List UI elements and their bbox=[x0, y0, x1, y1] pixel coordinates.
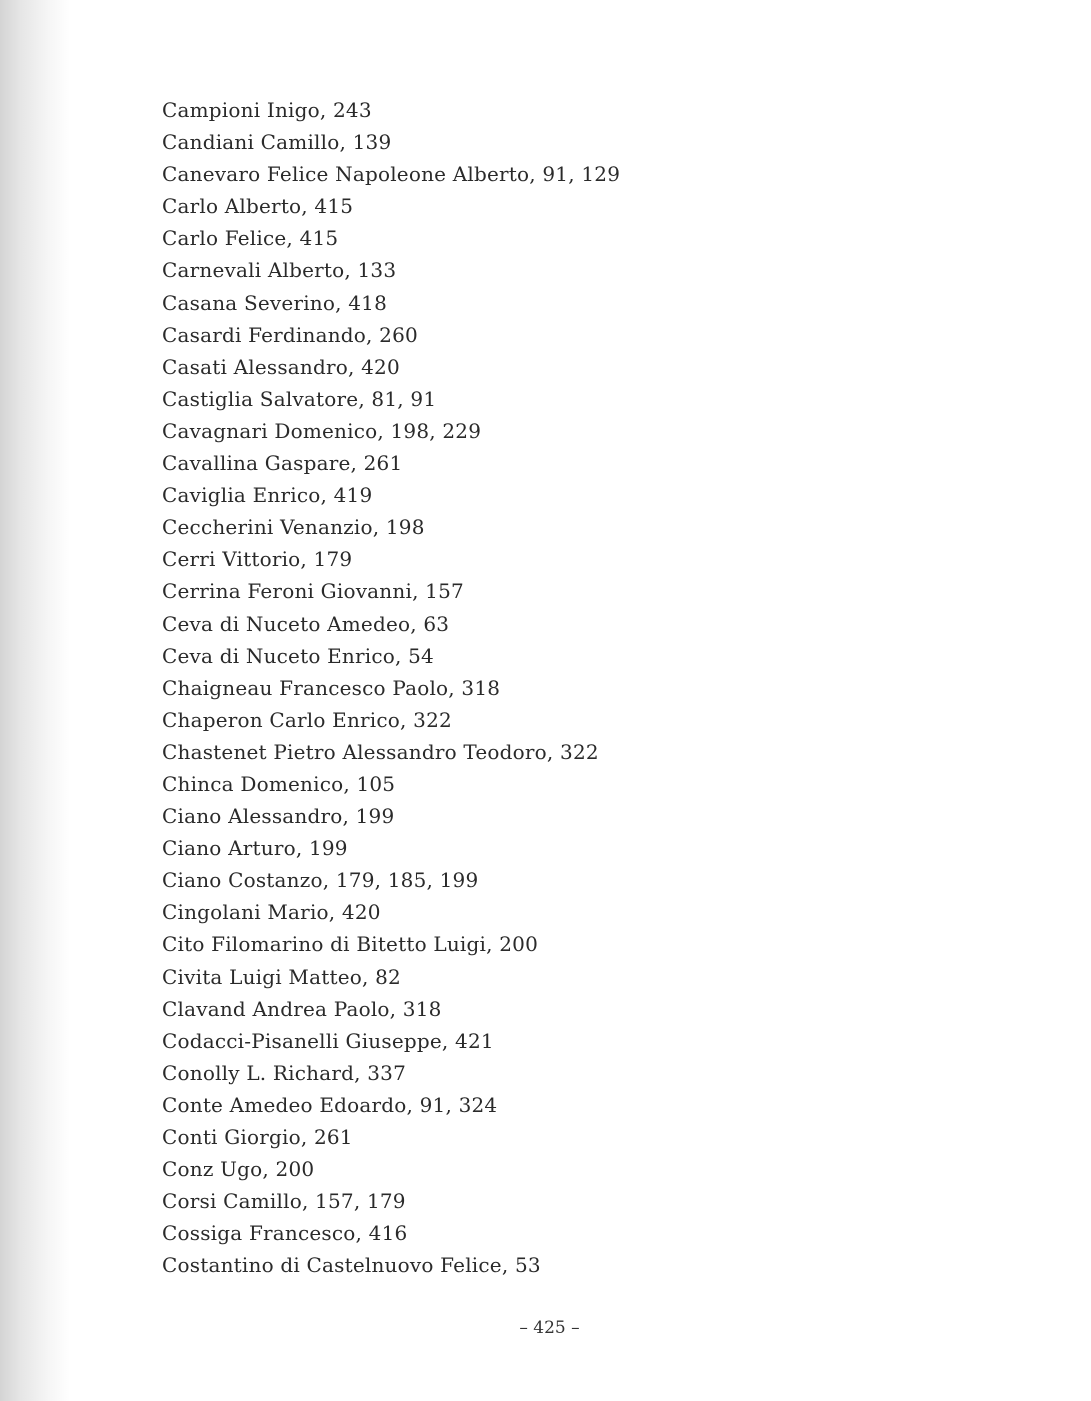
index-entry: Conte Amedeo Edoardo, 91, 324 bbox=[162, 1092, 498, 1117]
index-entry: Casana Severino, 418 bbox=[162, 290, 388, 315]
index-entry: Codacci-Pisanelli Giuseppe, 421 bbox=[162, 1028, 494, 1053]
page-number-text: – 425 – bbox=[519, 1318, 580, 1338]
index-entry: Ciano Alessandro, 199 bbox=[162, 804, 395, 829]
page-number bbox=[0, 1318, 1091, 1338]
name-index-list bbox=[162, 94, 620, 1281]
index-entry: Chastenet Pietro Alessandro Teodoro, 322 bbox=[162, 739, 599, 764]
index-entry: Chinca Domenico, 105 bbox=[162, 771, 396, 796]
index-entry: Chaperon Carlo Enrico, 322 bbox=[162, 707, 452, 732]
index-entry: Conolly L. Richard, 337 bbox=[162, 1060, 407, 1085]
index-entry: Caviglia Enrico, 419 bbox=[162, 483, 373, 508]
index-entry: Cerri Vittorio, 179 bbox=[162, 547, 353, 572]
index-entry: Ceccherini Venanzio, 198 bbox=[162, 515, 425, 540]
index-entry: Carlo Alberto, 415 bbox=[162, 194, 354, 219]
index-entry: Cossiga Francesco, 416 bbox=[162, 1221, 408, 1246]
index-entry: Castiglia Salvatore, 81, 91 bbox=[162, 386, 437, 411]
index-entry: Carnevali Alberto, 133 bbox=[162, 258, 397, 283]
index-entry: Casati Alessandro, 420 bbox=[162, 354, 400, 379]
index-entry: Candiani Camillo, 139 bbox=[162, 130, 392, 155]
index-entry: Conz Ugo, 200 bbox=[162, 1157, 315, 1182]
index-entry: Ciano Costanzo, 179, 185, 199 bbox=[162, 868, 479, 893]
index-entry: Canevaro Felice Napoleone Alberto, 91, 129 bbox=[162, 162, 621, 187]
index-entry: Ceva di Nuceto Enrico, 54 bbox=[162, 643, 434, 668]
index-entry: Ciano Arturo, 199 bbox=[162, 836, 348, 861]
index-entry: Ceva di Nuceto Amedeo, 63 bbox=[162, 611, 450, 636]
index-entry: Clavand Andrea Paolo, 318 bbox=[162, 996, 442, 1021]
index-entry: Campioni Inigo, 243 bbox=[162, 98, 372, 122]
index-entry: Cito Filomarino di Bitetto Luigi, 200 bbox=[162, 932, 539, 957]
index-entry: Casardi Ferdinando, 260 bbox=[162, 322, 418, 347]
index-entry: Civita Luigi Matteo, 82 bbox=[162, 964, 401, 989]
index-entry: Cerrina Feroni Giovanni, 157 bbox=[162, 579, 464, 604]
index-entry: Conti Giorgio, 261 bbox=[162, 1125, 353, 1149]
index-entry: Corsi Camillo, 157, 179 bbox=[162, 1189, 406, 1214]
index-entry: Carlo Felice, 415 bbox=[162, 226, 339, 251]
page-gutter-shadow bbox=[0, 0, 70, 1401]
index-entry: Cingolani Mario, 420 bbox=[162, 900, 381, 925]
index-entry: Cavallina Gaspare, 261 bbox=[162, 451, 403, 476]
index-entry: Chaigneau Francesco Paolo, 318 bbox=[162, 675, 501, 700]
index-entry: Cavagnari Domenico, 198, 229 bbox=[162, 418, 482, 443]
index-entry: Costantino di Castelnuovo Felice, 53 bbox=[162, 1253, 541, 1278]
